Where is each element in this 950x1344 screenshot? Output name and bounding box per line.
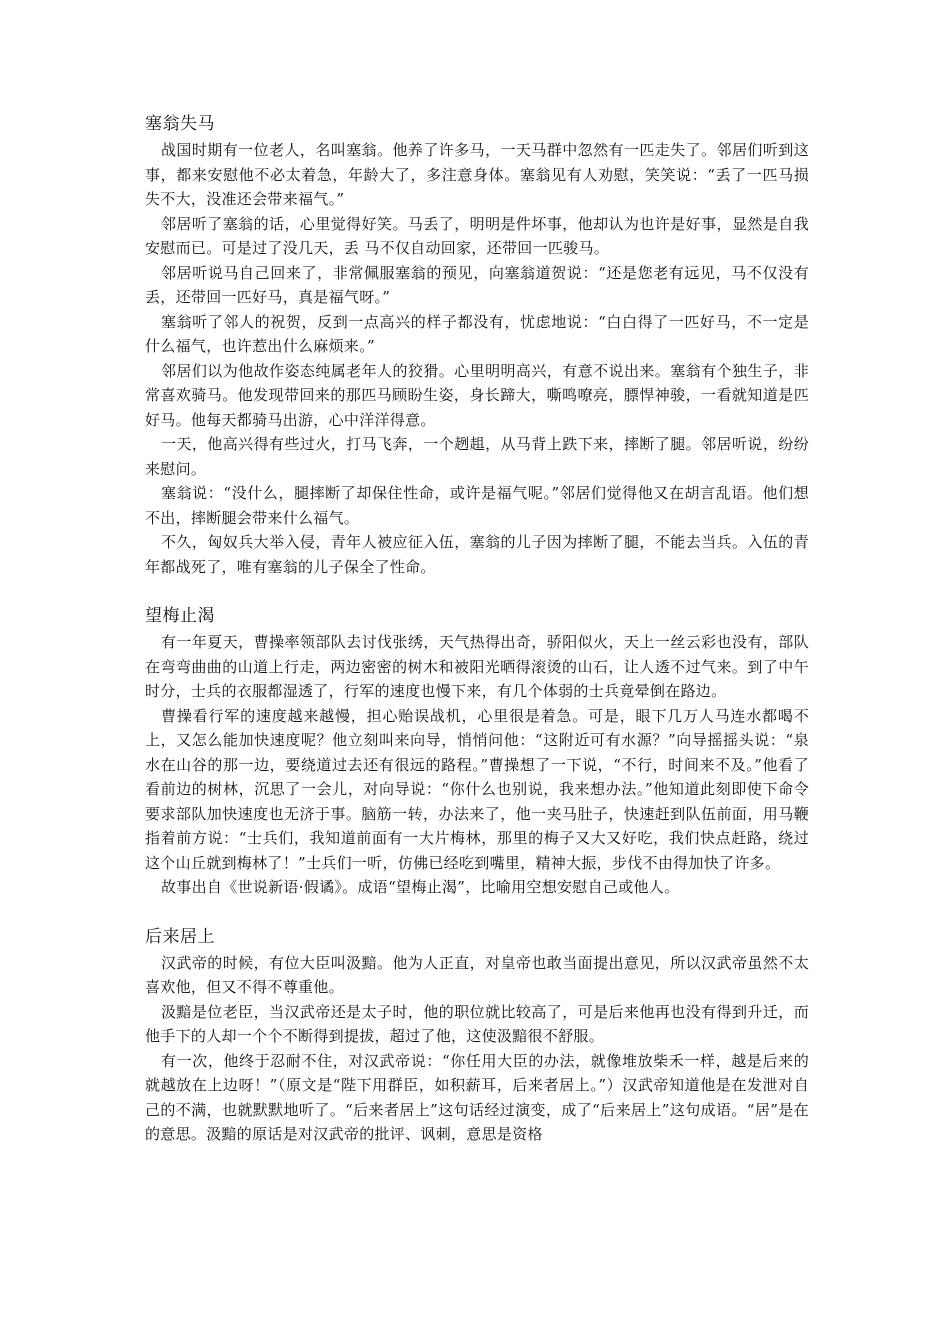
paragraph: 邻居听说马自己回来了，非常佩服塞翁的预见，向塞翁道贺说：“还是您老有远见，马不仅没有丢，还带回一匹好马，真是福气呀。” bbox=[145, 263, 809, 306]
section-spacer bbox=[145, 579, 809, 604]
paragraph: 曹操看行军的速度越来越慢，担心贻误战机，心里很是着急。可是，眼下几万人马连水都喝不上，又怎么能加快速度呢？他立刻叫来向导，悄悄问他：“这附近可有水源？”向导摇摇头说：“泉水在山谷的那一边，要绕道过去还有很远的路程。”曹操想了一下说，“不行，时间来不及。”他看了看前边的树林，沉思了一会儿，对向导说：“你什么也别说，我来想办法。”他知道此刻即使下命令要求部队加快速度也无济于事。脑筋一转，办法来了，他一夹马肚子，快速赶到队伍前面，用马鞭指着前方说：“士兵们，我知道前面有一大片梅林，那里的梅子又大又好吃，我们快点赶路，绕过这个山丘就到梅林了！”士兵们一听，仿佛已经吃到嘴里，精神大振，步伐不由得加快了许多。 bbox=[145, 706, 809, 872]
story-wang-mei-zhi-ke bbox=[145, 604, 809, 900]
paragraph: 不久，匈奴兵大举入侵，青年人被应征入伍，塞翁的儿子因为摔断了腿，不能去当兵。入伍的青年都战死了，唯有塞翁的儿子保全了性命。 bbox=[145, 533, 809, 576]
paragraph: 战国时期有一位老人，名叫塞翁。他养了许多马，一天马群中忽然有一匹走失了。邻居们听到这事，都来安慰他不必太着急，年龄大了，多注意身体。塞翁见有人劝慰，笑笑说：“丢了一匹马损失不大，没准还会带来福气。” bbox=[145, 141, 809, 208]
paragraph: 邻居们以为他故作姿态纯属老年人的狡猾。心里明明高兴，有意不说出来。塞翁有个独生子，非常喜欢骑马。他发现带回来的那匹马顾盼生姿，身长蹄大，嘶鸣嘹亮，膘悍神骏，一看就知道是匹好马。他每天都骑马出游，心中洋洋得意。 bbox=[145, 361, 809, 429]
paragraph: 有一年夏天，曹操率领部队去讨伐张绣，天气热得出奇，骄阳似火，天上一丝云彩也没有，部队在弯弯曲曲的山道上行走，两边密密的树木和被阳光晒得滚烫的山石，让人透不过气来。到了中午时分，士兵的衣服都湿透了，行军的速度也慢下来，有几个体弱的士兵竟晕倒在路边。 bbox=[145, 633, 809, 700]
paragraph: 汲黯是位老臣，当汉武帝还是太子时，他的职位就比较高了，可是后来他再也没有得到升迁，而他手下的人却一个个不断得到提拔，超过了他，这使汲黯很不舒服。 bbox=[145, 1002, 809, 1045]
paragraph: 汉武帝的时候，有位大臣叫汲黯。他为人正直，对皇帝也敢当面提出意见，所以汉武帝虽然不太喜欢他，但又不得不尊重他。 bbox=[145, 953, 809, 996]
story-title: 望梅止渴 bbox=[145, 606, 215, 626]
document-page bbox=[145, 112, 809, 1147]
story-hou-lai-ju-shang bbox=[145, 925, 809, 1147]
story-title: 塞翁失马 bbox=[145, 114, 215, 134]
section-spacer bbox=[145, 900, 809, 925]
story-title: 后来居上 bbox=[145, 926, 215, 947]
story-sai-weng bbox=[145, 112, 809, 579]
paragraph: 有一次，他终于忍耐不住，对汉武帝说：“你任用大臣的办法，就像堆放柴禾一样，越是后来的就越放在上边呀！”（原文是“陛下用群臣，如积薪耳，后来者居上。”）汉武帝知道他是在发泄对自己的不满，也就默默地听了。“后来者居上”这句话经过演变，成了“后来居上”这句成语。“居”是在的意思。汲黯的原话是对汉武帝的批评、讽刺，意思是资格 bbox=[145, 1051, 809, 1143]
paragraph: 一天，他高兴得有些过火，打马飞奔，一个趔趄，从马背上跌下来，摔断了腿。邻居听说，纷纷来慰问。 bbox=[145, 435, 809, 478]
paragraph: 塞翁听了邻人的祝贺，反到一点高兴的样子都没有，忧虑地说：“白白得了一匹好马，不一定是什么福气，也许惹出什么麻烦来。” bbox=[145, 312, 809, 355]
paragraph: 故事出自《世说新语·假谲》。成语“望梅止渴”，比喻用空想安慰自己或他人。 bbox=[161, 878, 680, 896]
paragraph: 塞翁说：“没什么，腿摔断了却保住性命，或许是福气呢。”邻居们觉得他又在胡言乱语。他们想不出，摔断腿会带来什么福气。 bbox=[145, 484, 809, 527]
paragraph: 邻居听了塞翁的话，心里觉得好笑。马丢了，明明是件坏事，他却认为也许是好事，显然是自我安慰而已。可是过了没几天，丢 马不仅自动回家，还带回一匹骏马。 bbox=[145, 214, 809, 257]
